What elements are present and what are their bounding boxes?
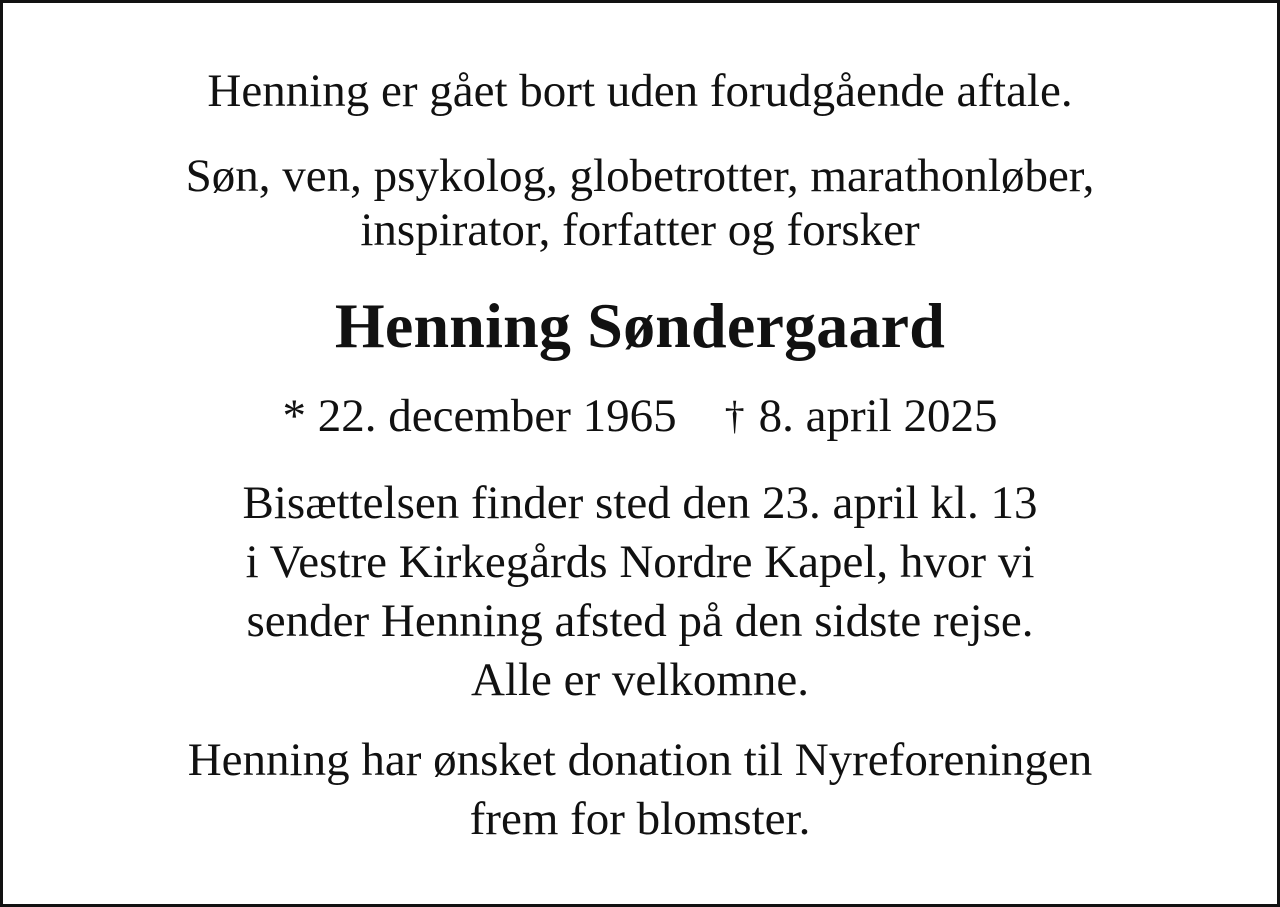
birth-date: 22. december 1965	[317, 390, 677, 442]
deceased-name: Henning Søndergaard	[334, 290, 946, 361]
funeral-line-4: Alle er velkomne.	[470, 654, 810, 706]
funeral-line-2: i Vestre Kirkegårds Nordre Kapel, hvor vi	[245, 536, 1035, 588]
roles-line-2: inspirator, forfatter og forsker	[360, 204, 920, 256]
donation-line-2: frem for blomster.	[469, 793, 811, 845]
roles-line-1: Søn, ven, psykolog, globetrotter, marathonløber,	[185, 150, 1095, 202]
life-dates	[0, 390, 1280, 442]
funeral-line-3: sender Henning afsted på den sidste rejse.	[246, 595, 1034, 647]
death-date: 8. april 2025	[758, 390, 998, 442]
death-cross-icon: †	[724, 393, 745, 438]
intro-text: Henning er gået bort uden forudgående aftale.	[207, 65, 1073, 117]
donation-line-1: Henning har ønsket donation til Nyreforeningen	[187, 734, 1093, 786]
funeral-line-1: Bisættelsen finder sted den 23. april kl. 13	[242, 477, 1038, 529]
birth-symbol: *	[282, 390, 306, 442]
